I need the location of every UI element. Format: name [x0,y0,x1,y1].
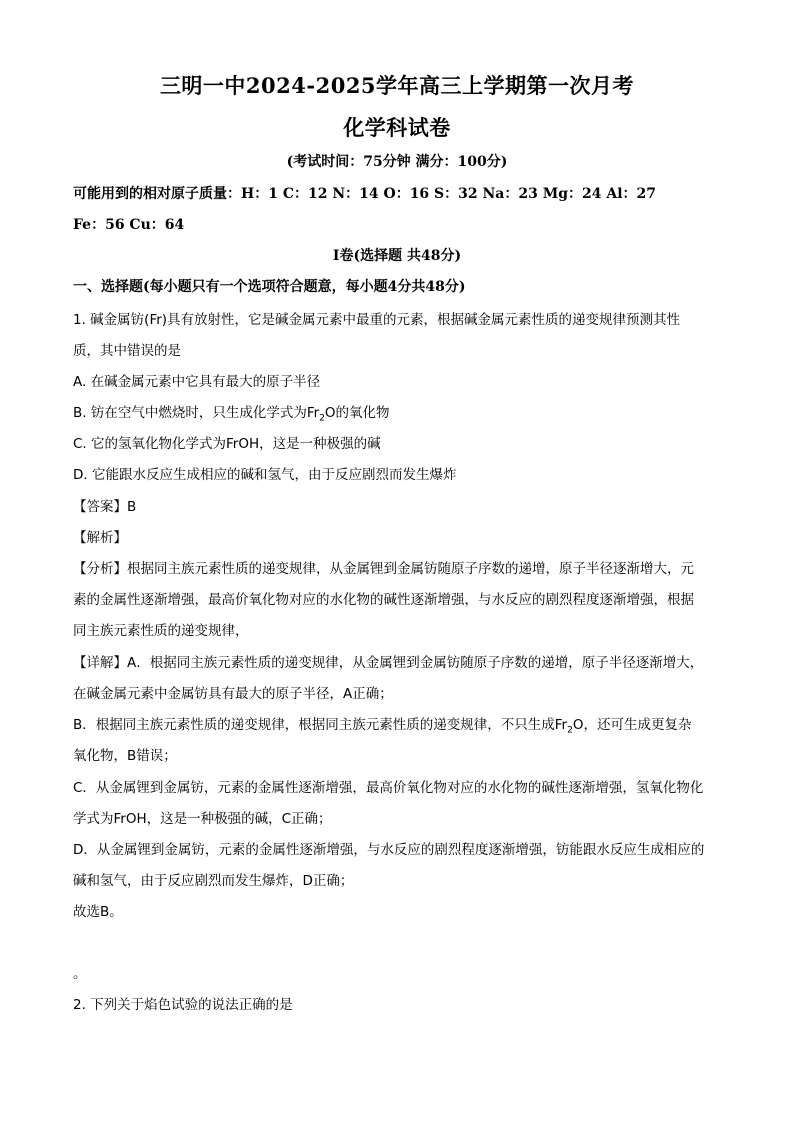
q1-option-a: A. 在碱金属元素中它具有最大的原子半径 [73,374,321,390]
q1-detail-c-line-1: C．从金属锂到金属钫，元素的金属性逐渐增强，最高价氧化物对应的水化物的碱性逐渐增强，氢氧化物化 [73,780,704,796]
section-heading: 一、选择题(每小题只有一个选项符合题意，每小题4分共48分) [73,279,466,295]
exam-title: 三明一中2024-2025学年高三上学期第一次月考 [159,73,635,98]
q1-detail-b-line-2: 氧化物，B错误； [73,748,177,764]
atomic-masses-line-2: Fe：56 Cu：64 [73,217,185,233]
q1-trailing-period: 。 [73,966,87,982]
exam-time-info: (考试时间：75分钟 满分：100分) [286,154,508,170]
q1-stem-line-2: 质，其中错误的是 [73,343,181,359]
q1-conclusion: 故选B。 [73,904,123,920]
q1-fenxi-line-3: 同主族元素性质的递变规律， [73,623,249,639]
q1-xiangjie-line-1: 【详解】A．根据同主族元素性质的递变规律，从金属锂到金属钫随原子序数的递增，原子半径逐渐增大， [73,655,704,671]
atomic-masses-line-1: 可能用到的相对原子质量：H：1 C：12 N：14 O：16 S：32 Na：23 Mg：24 Al：27 [73,186,657,202]
q1-detail-c-line-2: 学式为FrOH，这是一种极强的碱，C正确； [73,811,332,827]
q2-stem: 2. 下列关于焰色试验的说法正确的是 [73,997,293,1013]
q1-detail-d-line-2: 碱和氢气，由于反应剧烈而发生爆炸，D正确； [73,873,354,889]
q1-answer: 【答案】B [73,499,137,515]
volume-heading: Ⅰ卷(选择题 共48分) [332,248,462,264]
q1-option-b: B. 钫在空气中燃烧时，只生成化学式为$Fr_2O$的氧化物 [73,405,390,424]
q1-xiangjie-line-2: 在碱金属元素中金属钫具有最大的原子半径，A正确； [73,686,393,702]
q1-analysis-label: 【解析】 [73,530,127,546]
q1-stem-line-1: 1. 碱金属钫(Fr)具有放射性，它是碱金属元素中最重的元素，根据碱金属元素性质的递变规律预测其性 [73,312,681,328]
subject-title: 化学科试卷 [343,115,451,140]
q1-option-d: D. 它能跟水反应生成相应的碱和氢气，由于反应剧烈而发生爆炸 [73,467,457,483]
q1-detail-b-line-1: B．根据同主族元素性质的递变规律，根据同主族元素性质的递变规律，不只生成$Fr_2O$，还可生成更复杂 [73,717,692,736]
q1-fenxi-line-1: 【分析】根据同主族元素性质的递变规律，从金属锂到金属钫随原子序数的递增，原子半径逐渐增大，元 [73,561,694,577]
q1-fenxi-line-2: 素的金属性逐渐增强，最高价氧化物对应的水化物的碱性逐渐增强，与水反应的剧烈程度逐渐增强，根据 [73,592,694,608]
q1-option-c: C. 它的氢氧化物化学式为FrOH，这是一种极强的碱 [73,436,381,452]
q1-detail-d-line-1: D．从金属锂到金属钫，元素的金属性逐渐增强，与水反应的剧烈程度逐渐增强，钫能跟水反应生成相应的 [73,842,705,858]
